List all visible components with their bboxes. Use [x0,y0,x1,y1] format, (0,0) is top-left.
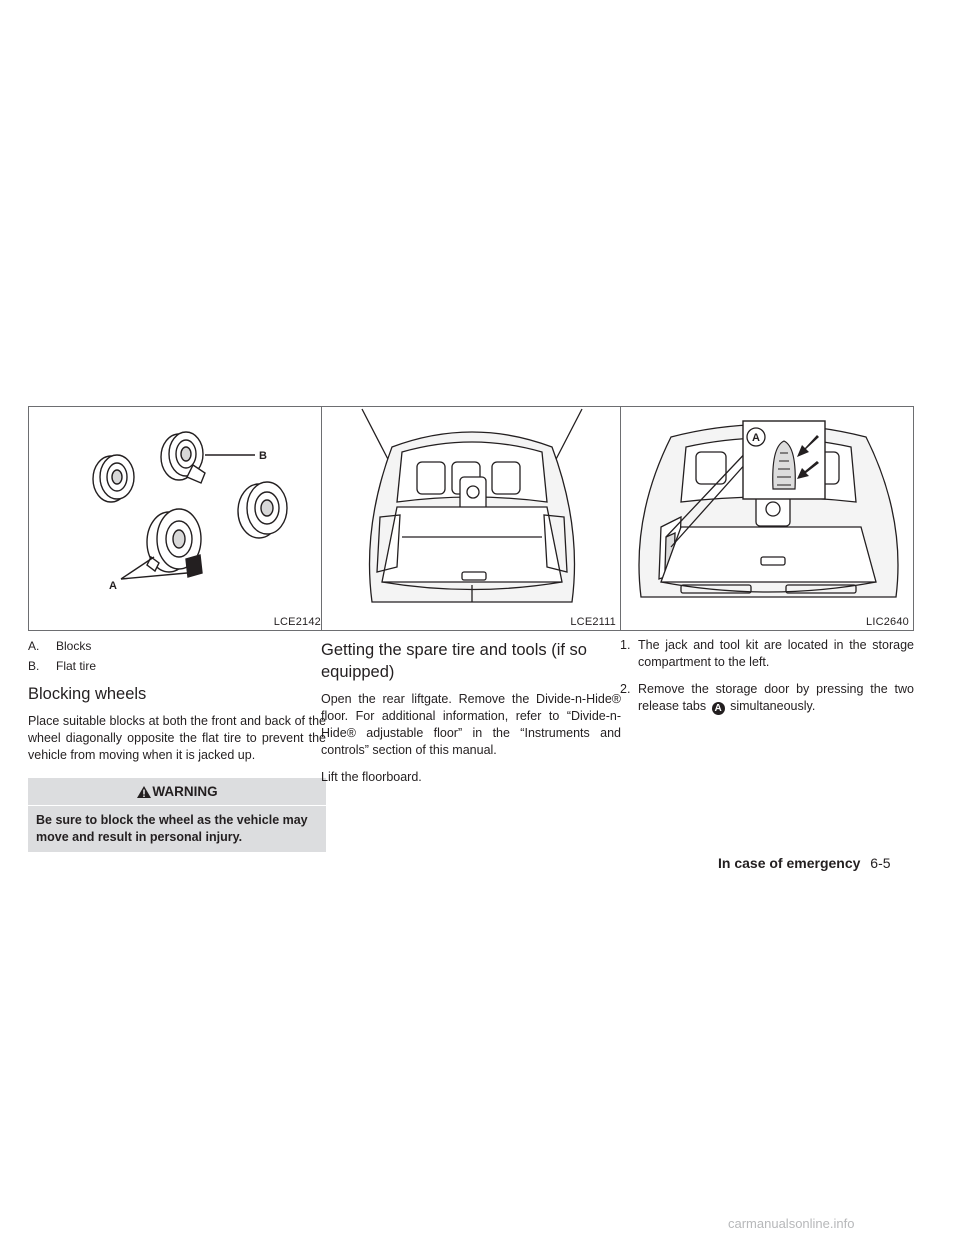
footer-section-title: In case of emergency [718,855,861,871]
cargo-area-illustration [322,407,622,632]
callout-a: A [752,432,760,444]
figure-captions [28,637,326,675]
column-right [620,406,914,725]
caption-text: Flat tire [56,659,97,673]
section-heading-spare-tire: Getting the spare tire and tools (if so equipped) [321,641,587,681]
warning-box [28,778,326,852]
spare-tire-paragraph-2: Lift the floorboard. [321,770,422,784]
step-text: The jack and tool kit are located in the storage compartment to the left. [638,638,914,669]
column-middle [321,406,621,796]
figure-code: LCE2111 [570,616,616,628]
step-text [638,681,914,715]
callout-b: B [259,450,267,462]
warning-triangle-icon [136,785,152,799]
storage-compartment-illustration [621,407,915,632]
section-heading-blocking-wheels: Blocking wheels [28,685,147,703]
wheels-illustration [29,407,327,632]
page-footer [718,855,891,871]
figure-code: LCE2142 [273,616,321,628]
warning-title: WARNING [152,784,218,799]
figure-cargo-area [321,406,621,631]
page-number: 6-5 [870,855,891,871]
step-text-part: Remove the storage door by pressing the two release tabs [638,682,914,713]
caption-item [28,637,326,655]
step-text-part: simultaneously. [730,699,816,713]
figure-code: LIC2640 [866,616,909,628]
warning-text: Be sure to block the wheel as the vehicle may move and result in personal injury. [36,813,308,844]
caption-text: Blocks [56,639,92,653]
circled-a-icon: A [712,702,725,715]
column-left [28,406,326,852]
watermark: carmanualsonline.info [728,1216,855,1231]
warning-header [28,778,326,806]
step-number: 1. [620,638,631,652]
blocking-wheels-paragraph: Place suitable blocks at both the front and back of the wheel diagonally opposite the flat tire to prevent the vehicle from moving when it is jacked up. [28,714,326,762]
spare-tire-paragraph-1: Open the rear liftgate. Remove the Divide-n-Hide® floor. For additional information, refer to “Divide-n-Hide® adjustable floor” in the “Instruments and controls” section of this manual. [321,692,621,757]
step-item [620,681,914,715]
caption-key: A. [28,639,40,653]
callout-a: A [109,580,117,592]
figure-storage-compartment [620,406,914,631]
step-number: 2. [620,682,631,696]
caption-key: B. [28,659,40,673]
procedure-steps [620,637,914,715]
figure-blocking-wheels [28,406,326,631]
caption-item [28,657,326,675]
step-item [620,637,914,671]
